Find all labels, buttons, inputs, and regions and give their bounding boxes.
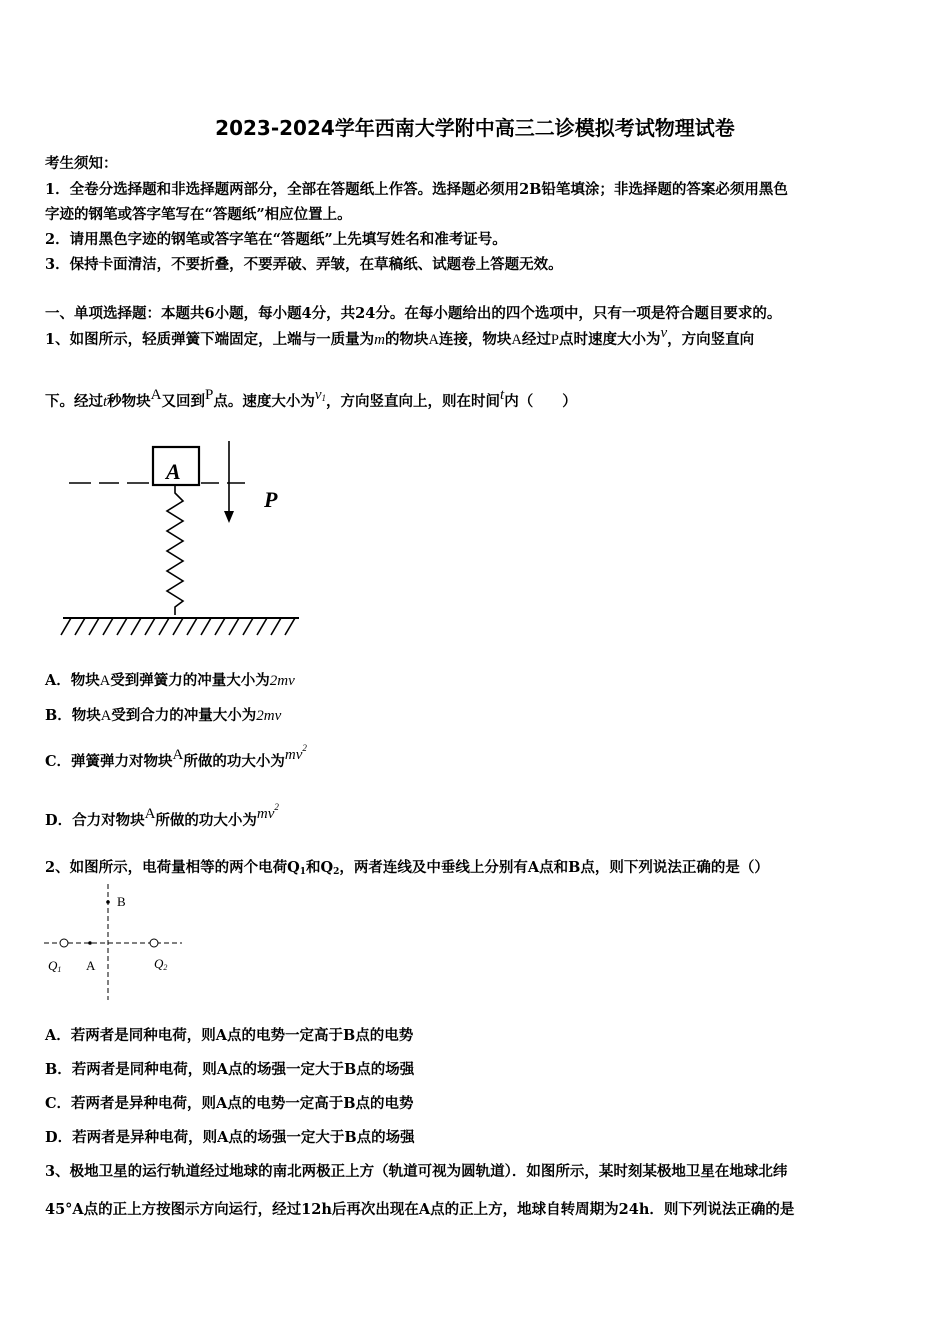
q2-option-d: D．若两者是异种电荷，则A点的场强一定大于B点的场强 <box>45 1129 415 1146</box>
q1-spring-figure <box>55 435 315 650</box>
figure-label-q1: Q1 <box>48 958 62 974</box>
q2-option-c: C．若两者是异种电荷，则A点的电势一定高于B点的电势 <box>45 1095 414 1112</box>
page-title: 2023-2024学年西南大学附中高三二诊模拟考试物理试卷 <box>215 116 735 140</box>
figure-label-p: P <box>264 487 278 512</box>
notice-item-3: 3．保持卡面清洁，不要折叠，不要弄破、弄皱，在草稿纸、试题卷上答题无效。 <box>45 256 563 273</box>
q1-stem-line2: 下。经过t秒物块A又回到P点。速度大小为$v_1$，方向竖直向上，则在时间t内（ ） <box>45 387 577 410</box>
q3-stem-line2: 45°A点的正上方按图示方向运行，经过12h后再次出现在A点的正上方，地球自转周期为24h．则下列说法正确的是 <box>45 1201 795 1218</box>
point-b-dot <box>106 900 110 904</box>
notice-heading: 考生须知： <box>45 155 118 172</box>
figure-label-a2: A <box>86 958 96 973</box>
q1-option-c: C．弹簧弹力对物块A所做的功大小为$mv^2$ <box>45 743 307 770</box>
arrow-down-icon <box>224 511 234 523</box>
q3-stem-line1: 3、极地卫星的运行轨道经过地球的南北两极正上方（轨道可视为圆轨道）．如图所示，某时刻某极地卫星在地球北纬 <box>45 1163 788 1180</box>
figure-label-q2: Q2 <box>154 956 168 972</box>
q1-option-b: B．物块A受到合力的冲量大小为2mv <box>45 707 282 724</box>
q2-charges-figure <box>40 880 190 1002</box>
point-a-dot <box>88 941 92 945</box>
figure-label-b: B <box>117 894 126 909</box>
q2-stem: 2、如图所示，电荷量相等的两个电荷$Q_1$和$Q_2$，两者连线及中垂线上分别有A点和B点，则下列说法正确的是（） <box>45 859 769 877</box>
q2-option-a: A．若两者是同种电荷，则A点的电势一定高于B点的电势 <box>45 1027 414 1044</box>
notice-item-1b: 字迹的钢笔或答字笔写在“答题纸”相应位置上。 <box>45 206 352 223</box>
figure-label-a: A <box>166 459 181 484</box>
section-heading: 一、单项选择题：本题共6小题，每小题4分，共24分。在每小题给出的四个选项中，只有一项是符合题目要求的。 <box>45 305 782 322</box>
q2-option-b: B．若两者是同种电荷，则A点的场强一定大于B点的场强 <box>45 1061 415 1078</box>
q1-stem-line1: 1、如图所示，轻质弹簧下端固定，上端与一质量为m的物块A连接，物块A经过P点时速度大小为v，方向竖直向 <box>45 325 755 348</box>
notice-item-1a: 1．全卷分选择题和非选择题两部分，全部在答题纸上作答。选择题必须用2B铅笔填涂；非选择题的答案必须用黑色 <box>45 181 788 198</box>
q1-option-d: D．合力对物块A所做的功大小为$mv^2$ <box>45 802 279 829</box>
q1-option-a: A．物块A受到弹簧力的冲量大小为2mv <box>45 672 295 689</box>
notice-item-2: 2．请用黑色字迹的钢笔或答字笔在“答题纸”上先填写姓名和准考证号。 <box>45 231 507 248</box>
